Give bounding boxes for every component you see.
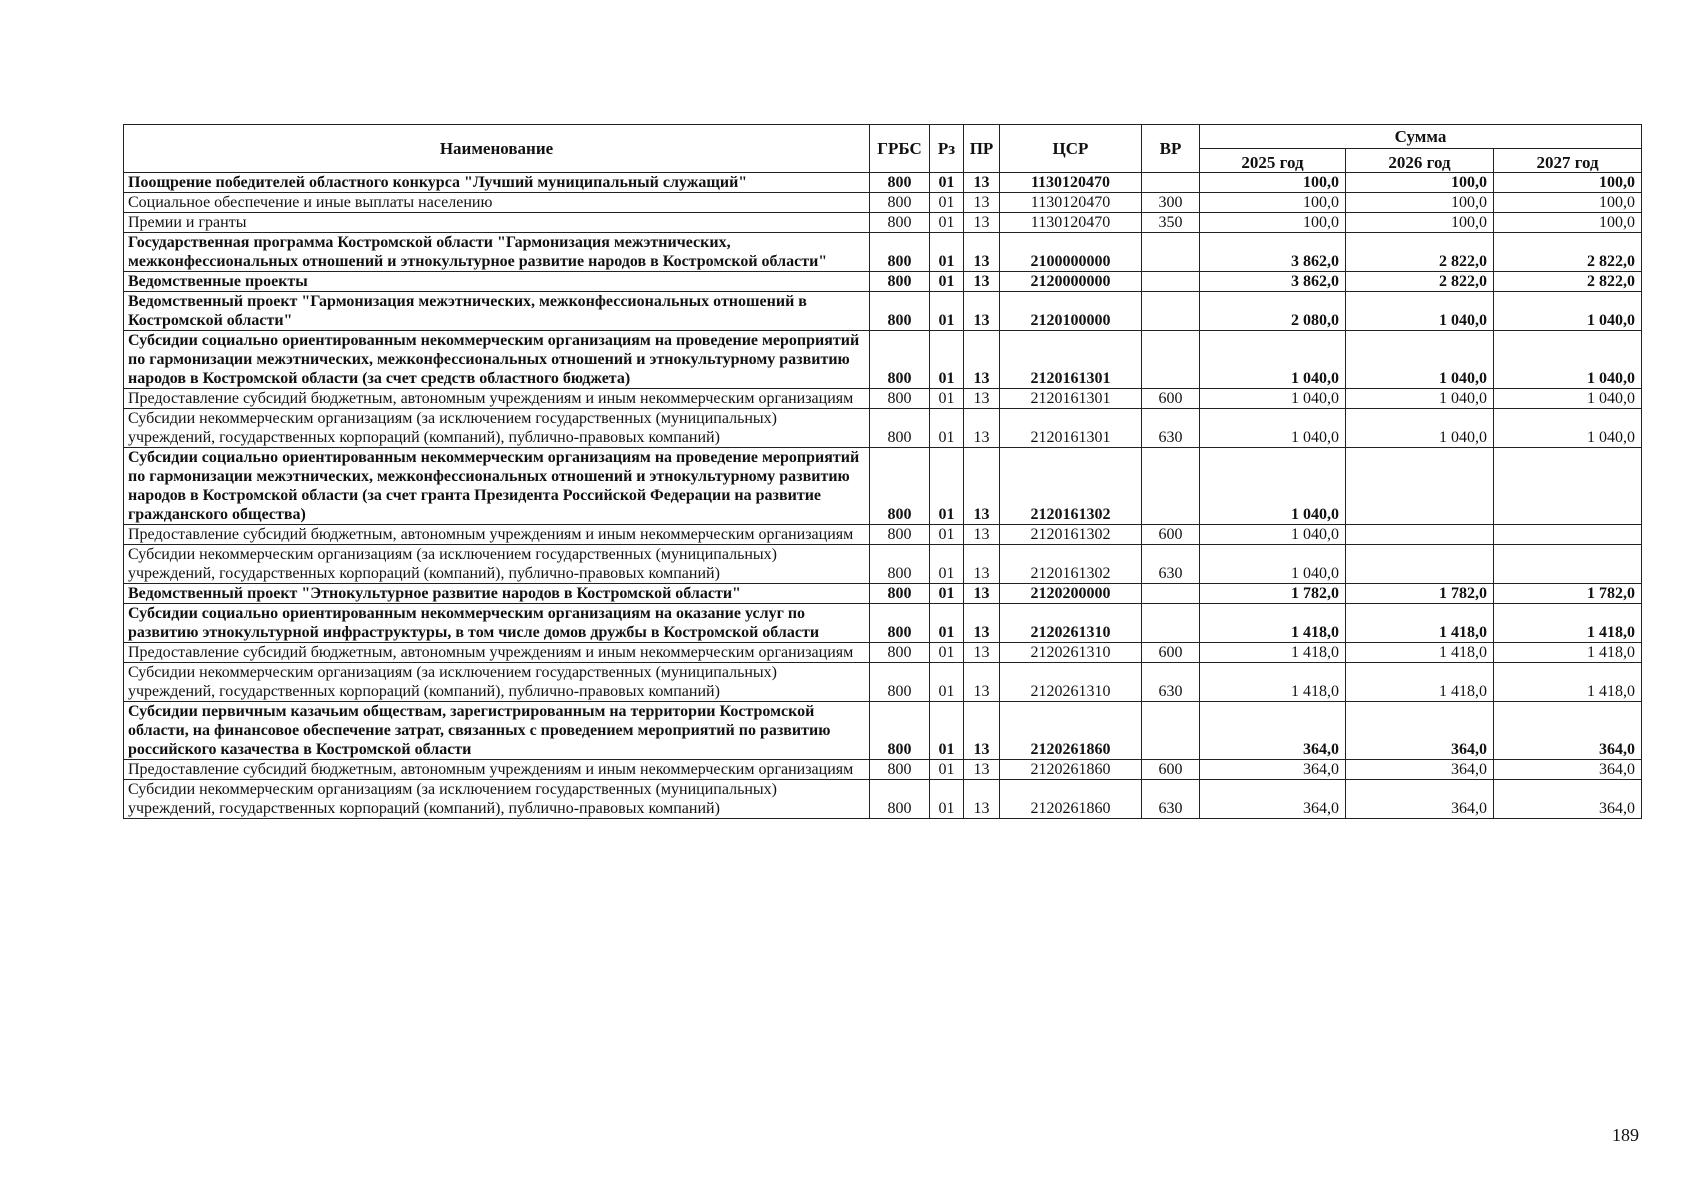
cell-csr: 2100000000	[1000, 233, 1142, 272]
cell-csr: 2120261310	[1000, 604, 1142, 643]
cell-pr: 13	[964, 233, 1000, 272]
cell-pr: 13	[964, 702, 1000, 760]
cell-sum-2027: 364,0	[1494, 780, 1642, 819]
cell-sum-2026: 1 040,0	[1346, 292, 1494, 331]
cell-sum-2026: 100,0	[1346, 193, 1494, 213]
cell-rz: 01	[930, 233, 964, 272]
cell-rz: 01	[930, 663, 964, 702]
cell-name: Премии и гранты	[124, 213, 870, 233]
table-row	[124, 545, 1642, 584]
cell-rz: 01	[930, 331, 964, 389]
cell-name: Социальное обеспечение и иные выплаты населению	[124, 193, 870, 213]
header-year-2027: 2027 год	[1494, 149, 1642, 173]
cell-csr: 2120261310	[1000, 663, 1142, 702]
cell-csr: 1130120470	[1000, 193, 1142, 213]
cell-rz: 01	[930, 292, 964, 331]
cell-grbs: 800	[870, 193, 930, 213]
header-grbs: ГРБС	[870, 125, 930, 173]
cell-sum-2025: 364,0	[1200, 702, 1346, 760]
cell-sum-2027: 100,0	[1494, 193, 1642, 213]
table-row	[124, 389, 1642, 409]
cell-pr: 13	[964, 331, 1000, 389]
cell-sum-2027: 1 782,0	[1494, 584, 1642, 604]
cell-csr: 2120161302	[1000, 525, 1142, 545]
cell-pr: 13	[964, 780, 1000, 819]
cell-grbs: 800	[870, 780, 930, 819]
cell-sum-2026: 364,0	[1346, 702, 1494, 760]
header-csr: ЦСР	[1000, 125, 1142, 173]
cell-vr: 350	[1142, 213, 1200, 233]
cell-name: Предоставление субсидий бюджетным, автономным учреждениям и иным некоммерческим организациям	[124, 760, 870, 780]
cell-csr: 2120261860	[1000, 702, 1142, 760]
cell-vr	[1142, 448, 1200, 525]
cell-sum-2025: 1 418,0	[1200, 643, 1346, 663]
cell-grbs: 800	[870, 663, 930, 702]
cell-grbs: 800	[870, 604, 930, 643]
cell-sum-2025: 100,0	[1200, 173, 1346, 193]
cell-name: Субсидии некоммерческим организациям (за исключением государственных (муниципальных) учреждений, государственных корпораций (компаний), публично-правовых компаний)	[124, 545, 870, 584]
cell-rz: 01	[930, 702, 964, 760]
cell-sum-2026: 1 040,0	[1346, 331, 1494, 389]
cell-sum-2026: 1 418,0	[1346, 604, 1494, 643]
cell-name: Ведомственный проект "Этнокультурное развитие народов в Костромской области"	[124, 584, 870, 604]
table-row	[124, 213, 1642, 233]
table-header	[124, 125, 1642, 173]
table-body	[124, 173, 1642, 819]
cell-sum-2026: 100,0	[1346, 213, 1494, 233]
cell-name: Субсидии социально ориентированным некоммерческим организациям на проведение мероприятий по гармонизации межэтнических, межконфессиональных отношений и этнокультурному развитию народов в Костромской области (за счет гранта Президента Российской Федерации на развитие гражданского общества)	[124, 448, 870, 525]
cell-sum-2026	[1346, 545, 1494, 584]
cell-name: Предоставление субсидий бюджетным, автономным учреждениям и иным некоммерческим организациям	[124, 389, 870, 409]
cell-vr	[1142, 604, 1200, 643]
cell-sum-2027: 1 040,0	[1494, 292, 1642, 331]
cell-grbs: 800	[870, 233, 930, 272]
cell-csr: 2120261310	[1000, 643, 1142, 663]
cell-csr: 2120200000	[1000, 584, 1142, 604]
cell-vr: 600	[1142, 525, 1200, 545]
cell-sum-2025: 1 040,0	[1200, 448, 1346, 525]
cell-grbs: 800	[870, 331, 930, 389]
cell-vr	[1142, 702, 1200, 760]
cell-grbs: 800	[870, 584, 930, 604]
cell-grbs: 800	[870, 389, 930, 409]
cell-vr	[1142, 272, 1200, 292]
cell-name: Субсидии некоммерческим организациям (за исключением государственных (муниципальных) учреждений, государственных корпораций (компаний), публично-правовых компаний)	[124, 409, 870, 448]
table-row	[124, 604, 1642, 643]
cell-rz: 01	[930, 525, 964, 545]
cell-grbs: 800	[870, 409, 930, 448]
cell-name: Субсидии некоммерческим организациям (за исключением государственных (муниципальных) учреждений, государственных корпораций (компаний), публично-правовых компаний)	[124, 663, 870, 702]
cell-pr: 13	[964, 389, 1000, 409]
cell-sum-2026: 1 040,0	[1346, 389, 1494, 409]
cell-pr: 13	[964, 760, 1000, 780]
cell-sum-2026: 100,0	[1346, 173, 1494, 193]
cell-sum-2027: 364,0	[1494, 702, 1642, 760]
cell-grbs: 800	[870, 760, 930, 780]
cell-sum-2025: 1 782,0	[1200, 584, 1346, 604]
cell-rz: 01	[930, 173, 964, 193]
table-row	[124, 780, 1642, 819]
cell-name: Государственная программа Костромской области "Гармонизация межэтнических, межконфессиональных отношений и этнокультурное развитие народов в Костромской области"	[124, 233, 870, 272]
cell-csr: 2120000000	[1000, 272, 1142, 292]
table-row	[124, 409, 1642, 448]
cell-grbs: 800	[870, 213, 930, 233]
cell-csr: 1130120470	[1000, 173, 1142, 193]
cell-vr: 630	[1142, 409, 1200, 448]
header-rz: Рз	[930, 125, 964, 173]
cell-rz: 01	[930, 780, 964, 819]
cell-sum-2025: 3 862,0	[1200, 233, 1346, 272]
cell-sum-2025: 2 080,0	[1200, 292, 1346, 331]
cell-sum-2027: 1 418,0	[1494, 604, 1642, 643]
cell-rz: 01	[930, 545, 964, 584]
cell-csr: 2120261860	[1000, 760, 1142, 780]
cell-sum-2026: 2 822,0	[1346, 233, 1494, 272]
cell-sum-2025: 1 040,0	[1200, 331, 1346, 389]
cell-vr	[1142, 233, 1200, 272]
header-vr: ВР	[1142, 125, 1200, 173]
cell-name: Субсидии социально ориентированным некоммерческим организациям на оказание услуг по развитию этнокультурной инфраструктуры, в том числе домов дружбы в Костромской области	[124, 604, 870, 643]
cell-sum-2025: 1 040,0	[1200, 525, 1346, 545]
cell-vr	[1142, 331, 1200, 389]
cell-sum-2026: 1 418,0	[1346, 643, 1494, 663]
cell-sum-2025: 1 040,0	[1200, 389, 1346, 409]
cell-grbs: 800	[870, 525, 930, 545]
cell-sum-2027: 1 040,0	[1494, 331, 1642, 389]
cell-vr: 630	[1142, 545, 1200, 584]
cell-csr: 2120161301	[1000, 389, 1142, 409]
cell-sum-2025: 100,0	[1200, 193, 1346, 213]
cell-sum-2025: 364,0	[1200, 780, 1346, 819]
cell-name: Поощрение победителей областного конкурса "Лучший муниципальный служащий"	[124, 173, 870, 193]
table-row	[124, 663, 1642, 702]
cell-rz: 01	[930, 389, 964, 409]
cell-sum-2027: 1 040,0	[1494, 389, 1642, 409]
cell-csr: 1130120470	[1000, 213, 1142, 233]
cell-csr: 2120161301	[1000, 409, 1142, 448]
budget-table	[123, 124, 1642, 819]
cell-vr	[1142, 584, 1200, 604]
cell-vr: 630	[1142, 663, 1200, 702]
cell-vr: 600	[1142, 643, 1200, 663]
cell-pr: 13	[964, 448, 1000, 525]
cell-vr: 300	[1142, 193, 1200, 213]
cell-sum-2027: 100,0	[1494, 213, 1642, 233]
cell-sum-2027	[1494, 525, 1642, 545]
cell-pr: 13	[964, 409, 1000, 448]
cell-sum-2026	[1346, 525, 1494, 545]
cell-sum-2027	[1494, 448, 1642, 525]
header-year-2026: 2026 год	[1346, 149, 1494, 173]
header-year-2025: 2025 год	[1200, 149, 1346, 173]
table-row	[124, 272, 1642, 292]
table-row	[124, 193, 1642, 213]
cell-vr: 600	[1142, 760, 1200, 780]
table-row	[124, 331, 1642, 389]
cell-vr	[1142, 292, 1200, 331]
cell-pr: 13	[964, 545, 1000, 584]
cell-name: Субсидии социально ориентированным некоммерческим организациям на проведение мероприятий по гармонизации межэтнических, межконфессиональных отношений и этнокультурному развитию народов в Костромской области (за счет средств областного бюджета)	[124, 331, 870, 389]
cell-csr: 2120161302	[1000, 448, 1142, 525]
cell-pr: 13	[964, 663, 1000, 702]
header-sum: Сумма	[1200, 125, 1642, 149]
cell-sum-2027: 2 822,0	[1494, 233, 1642, 272]
cell-pr: 13	[964, 604, 1000, 643]
cell-vr	[1142, 173, 1200, 193]
cell-vr: 600	[1142, 389, 1200, 409]
cell-grbs: 800	[870, 173, 930, 193]
cell-pr: 13	[964, 525, 1000, 545]
cell-grbs: 800	[870, 448, 930, 525]
cell-pr: 13	[964, 643, 1000, 663]
cell-csr: 2120100000	[1000, 292, 1142, 331]
header-name: Наименование	[124, 125, 870, 173]
cell-csr: 2120261860	[1000, 780, 1142, 819]
cell-sum-2025: 364,0	[1200, 760, 1346, 780]
cell-sum-2025: 1 040,0	[1200, 545, 1346, 584]
cell-sum-2027: 1 040,0	[1494, 409, 1642, 448]
table-row	[124, 525, 1642, 545]
table-row	[124, 292, 1642, 331]
cell-sum-2026: 1 040,0	[1346, 409, 1494, 448]
cell-name: Ведомственный проект "Гармонизация межэтнических, межконфессиональных отношений в Костромской области"	[124, 292, 870, 331]
cell-rz: 01	[930, 604, 964, 643]
cell-sum-2025: 100,0	[1200, 213, 1346, 233]
cell-grbs: 800	[870, 292, 930, 331]
cell-name: Ведомственные проекты	[124, 272, 870, 292]
cell-csr: 2120161302	[1000, 545, 1142, 584]
cell-sum-2027: 2 822,0	[1494, 272, 1642, 292]
cell-pr: 13	[964, 272, 1000, 292]
cell-grbs: 800	[870, 702, 930, 760]
cell-pr: 13	[964, 193, 1000, 213]
table-row	[124, 233, 1642, 272]
table-row	[124, 173, 1642, 193]
cell-sum-2025: 1 418,0	[1200, 663, 1346, 702]
cell-sum-2025: 1 418,0	[1200, 604, 1346, 643]
table-row	[124, 448, 1642, 525]
cell-sum-2026: 364,0	[1346, 760, 1494, 780]
table-row	[124, 584, 1642, 604]
cell-rz: 01	[930, 272, 964, 292]
cell-rz: 01	[930, 643, 964, 663]
cell-sum-2026	[1346, 448, 1494, 525]
cell-rz: 01	[930, 448, 964, 525]
cell-sum-2026: 364,0	[1346, 780, 1494, 819]
table-row	[124, 760, 1642, 780]
header-pr: ПР	[964, 125, 1000, 173]
cell-rz: 01	[930, 213, 964, 233]
table-row	[124, 643, 1642, 663]
cell-csr: 2120161301	[1000, 331, 1142, 389]
cell-sum-2025: 1 040,0	[1200, 409, 1346, 448]
cell-vr: 630	[1142, 780, 1200, 819]
cell-sum-2027: 364,0	[1494, 760, 1642, 780]
cell-grbs: 800	[870, 545, 930, 584]
cell-pr: 13	[964, 584, 1000, 604]
cell-name: Субсидии некоммерческим организациям (за исключением государственных (муниципальных) учреждений, государственных корпораций (компаний), публично-правовых компаний)	[124, 780, 870, 819]
cell-name: Предоставление субсидий бюджетным, автономным учреждениям и иным некоммерческим организациям	[124, 525, 870, 545]
cell-sum-2025: 3 862,0	[1200, 272, 1346, 292]
cell-sum-2026: 2 822,0	[1346, 272, 1494, 292]
cell-pr: 13	[964, 173, 1000, 193]
cell-sum-2027	[1494, 545, 1642, 584]
cell-sum-2027: 100,0	[1494, 173, 1642, 193]
page-number: 189	[1612, 1125, 1639, 1145]
cell-rz: 01	[930, 760, 964, 780]
cell-name: Предоставление субсидий бюджетным, автономным учреждениям и иным некоммерческим организациям	[124, 643, 870, 663]
cell-sum-2027: 1 418,0	[1494, 643, 1642, 663]
table-row	[124, 702, 1642, 760]
cell-rz: 01	[930, 193, 964, 213]
cell-sum-2026: 1 782,0	[1346, 584, 1494, 604]
cell-pr: 13	[964, 292, 1000, 331]
cell-sum-2027: 1 418,0	[1494, 663, 1642, 702]
cell-sum-2026: 1 418,0	[1346, 663, 1494, 702]
cell-rz: 01	[930, 409, 964, 448]
cell-name: Субсидии первичным казачьим обществам, зарегистрированным на территории Костромской области, на финансовое обеспечение затрат, связанных с проведением мероприятий по развитию российского казачества в Костромской области	[124, 702, 870, 760]
cell-grbs: 800	[870, 272, 930, 292]
cell-pr: 13	[964, 213, 1000, 233]
cell-grbs: 800	[870, 643, 930, 663]
cell-rz: 01	[930, 584, 964, 604]
